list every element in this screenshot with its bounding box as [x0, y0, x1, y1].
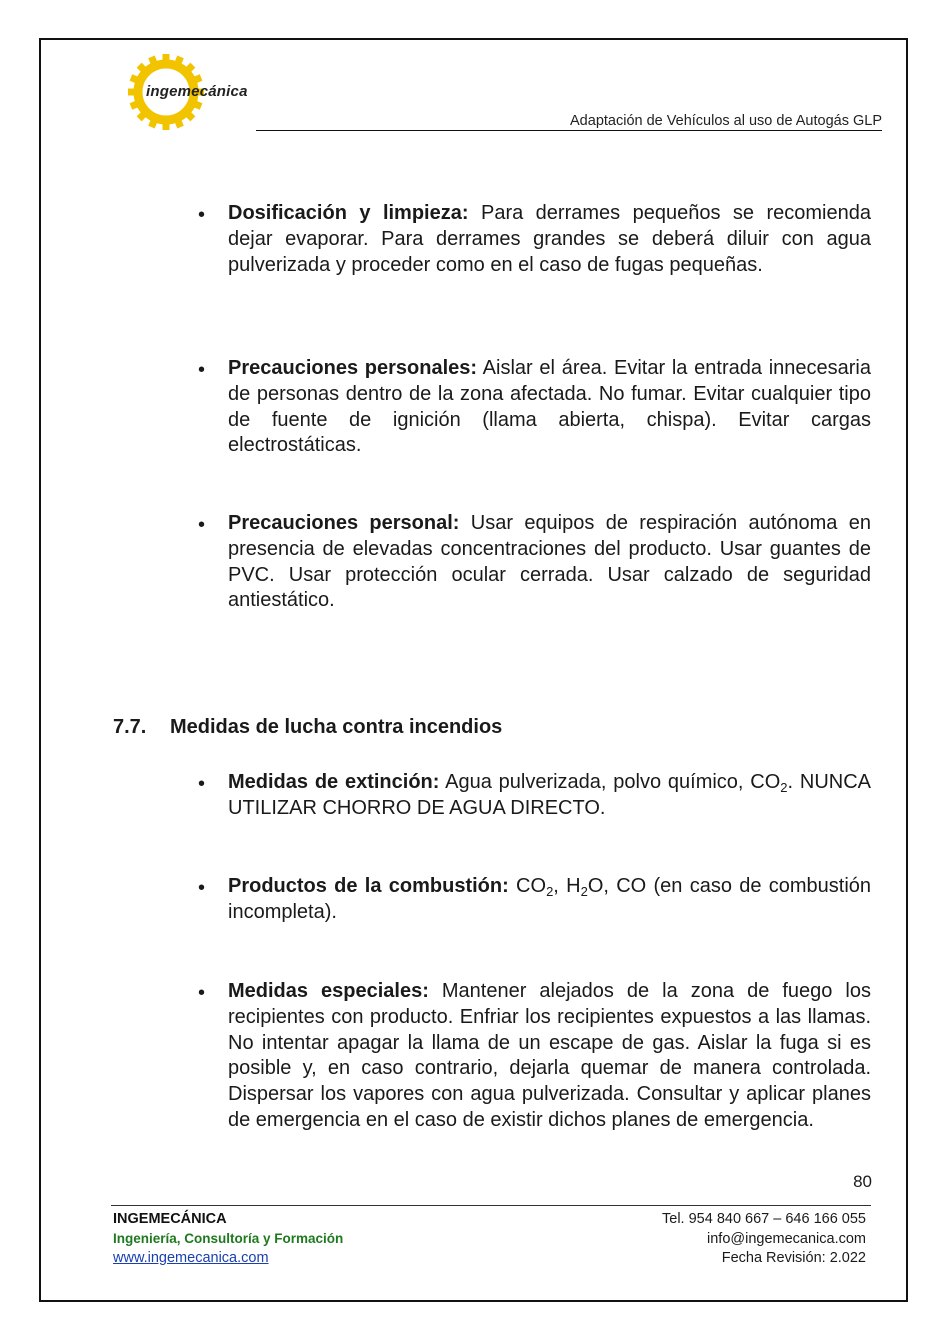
- item-term: Productos de la combustión:: [228, 875, 509, 897]
- item-text: . NUNCA UTILIZAR CHORRO DE AGUA DIRECTO.: [228, 771, 871, 819]
- footer-website-link[interactable]: www.ingemecanica.com: [113, 1250, 269, 1266]
- bullet-icon: •: [198, 204, 206, 226]
- list-item-dosificacion: [228, 201, 871, 278]
- section-number: 7.7.: [113, 716, 147, 738]
- logo-text: ingemecánica: [146, 83, 248, 100]
- footer-divider: [111, 1205, 871, 1206]
- footer-tagline: Ingeniería, Consultoría y Formación: [113, 1231, 344, 1246]
- subscript: 2: [546, 884, 554, 899]
- footer-phone: Tel. 954 840 667 – 646 166 055: [662, 1211, 866, 1227]
- item-term: Precauciones personales:: [228, 357, 478, 379]
- bullet-icon: •: [198, 982, 206, 1004]
- footer-email: info@ingemecanica.com: [707, 1231, 866, 1247]
- item-text: O, CO (en caso de combustión incompleta).: [228, 875, 872, 923]
- subscript: 2: [780, 780, 788, 795]
- document-title: Adaptación de Vehículos al uso de Autogás GLP: [570, 113, 882, 129]
- bullet-icon: •: [198, 514, 206, 536]
- subscript: 2: [580, 884, 588, 899]
- item-text: Mantener alejados de la zona de fuego los recipientes con producto. Enfriar los recipientes expuestos a las llamas. No intentar apagar la llama de un escape de gas. Aislar la fuga si es posible y, en caso contrario, dejarla quemar de manera controlada. Dispersar los vapores con agua pulverizada. Consultar y aplicar planes de emergencia en el caso de existir dichos planes de emergencia.: [228, 980, 871, 1131]
- gear-tooth: [163, 121, 170, 130]
- item-text: Para derrames pequeños se recomienda dejar evaporar. Para derrames grandes se deberá diluir con agua pulverizada y proceder como en el caso de fugas pequeñas.: [228, 202, 871, 276]
- item-text: Agua pulverizada, polvo químico, CO: [439, 771, 781, 793]
- section-title: Medidas de lucha contra incendios: [170, 716, 503, 738]
- bullet-icon: •: [198, 877, 206, 899]
- page-number: 80: [853, 1172, 872, 1191]
- item-text: Usar equipos de respiración autónoma en presencia de elevadas concentraciones del producto. Usar guantes de PVC. Usar protección ocular cerrada. Usar calzado de seguridad antiestático.: [228, 512, 871, 612]
- item-text: , H: [553, 875, 581, 897]
- gear-tooth: [128, 89, 137, 96]
- footer-company: INGEMECÁNICA: [113, 1211, 227, 1227]
- list-item-productos-combustion: [228, 874, 871, 926]
- item-text: Aislar el área. Evitar la entrada innecesaria de personas dentro de la zona afectada. No fumar. Evitar cualquier tipo de fuente de ignición (llama abierta, chispa). Evitar cargas electrostáticas.: [228, 357, 871, 457]
- item-term: Medidas de extinción:: [228, 771, 440, 793]
- item-term: Dosificación y limpieza:: [228, 202, 469, 224]
- footer-revision-date: Fecha Revisión: 2.022: [721, 1250, 866, 1266]
- section-heading: [113, 716, 502, 739]
- list-item-medidas-extincion: [228, 770, 871, 822]
- list-item-precauciones-personales: [228, 356, 871, 459]
- list-item-precauciones-personal: [228, 511, 871, 614]
- item-text: CO: [508, 875, 547, 897]
- header-divider: [256, 130, 882, 131]
- item-term: Precauciones personal:: [228, 512, 460, 534]
- bullet-icon: •: [198, 773, 206, 795]
- item-term: Medidas especiales:: [228, 980, 429, 1002]
- bullet-icon: •: [198, 359, 206, 381]
- list-item-medidas-especiales: [228, 979, 871, 1134]
- gear-tooth: [163, 54, 170, 63]
